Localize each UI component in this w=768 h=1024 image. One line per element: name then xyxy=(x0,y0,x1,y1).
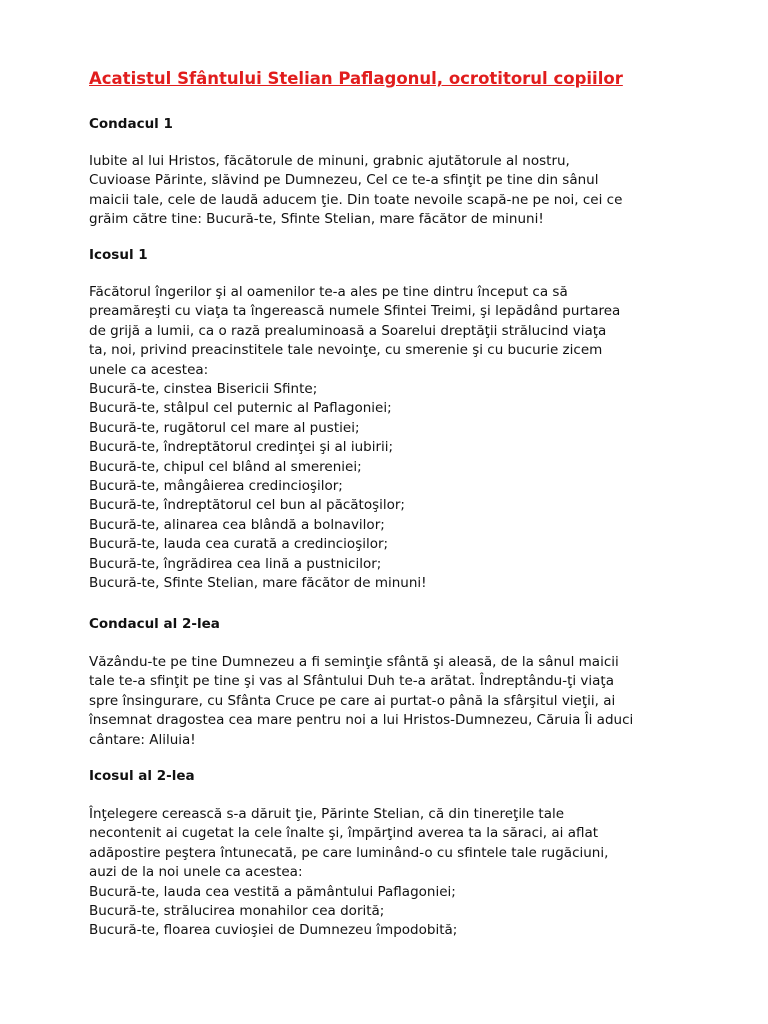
text-line: Bucură-te, lauda cea vestită a pământului Paflagoniei; xyxy=(89,883,456,900)
text-line: maicii tale, cele de laudă aducem ţie. Din toate nevoile scapă-ne pe noi, cei ce xyxy=(89,191,623,208)
document-title: Acatistul Sfântului Stelian Paflagonul, ocrotitorul copiilor xyxy=(89,69,623,88)
text-line: de grijă a lumii, ca o rază prealuminoasă a Soarelui dreptăţii strălucind viaţa xyxy=(89,322,607,339)
text-line: Înţelegere cerească s-a dăruit ţie, Părinte Stelian, că din tinereţile tale xyxy=(89,806,565,822)
text-line: Iubite al lui Hristos, făcătorule de minuni, grabnic ajutătorule al nostru, xyxy=(89,153,570,169)
text-line: Bucură-te, Sfinte Stelian, mare făcător de minuni! xyxy=(89,575,427,592)
text-line: Bucură-te, îngrădirea cea lină a pustnicilor; xyxy=(89,555,382,572)
text-line: Făcătorul îngerilor şi al oamenilor te-a ales pe tine dintru început ca să xyxy=(89,284,568,300)
text-line: unele ca acestea: xyxy=(89,361,209,378)
text-line: însemnat dragostea cea mare pentru noi a lui Hristos-Dumnezeu, Căruia Îi aduci xyxy=(89,712,634,729)
text-line: grăim către tine: Bucură-te, Sfinte Stelian, mare făcător de minuni! xyxy=(89,211,544,228)
text-line: tale te-a sfinţit pe tine şi vas al Sfântului Duh te-a arătat. Îndreptându-ţi viaţa xyxy=(89,673,614,690)
section-text-icosul-2 xyxy=(89,805,608,941)
text-line: Bucură-te, chipul cel blând al smereniei; xyxy=(89,458,362,475)
text-line: ta, noi, privind preacinstitele tale nevoinţe, cu smerenie şi cu bucurie zicem xyxy=(89,342,603,359)
section-heading-condacul-2: Condacul al 2-lea xyxy=(89,616,220,632)
text-line: auzi de la noi unele ca acestea: xyxy=(89,864,303,881)
section-text-condacul-2 xyxy=(89,653,633,750)
text-line: Bucură-te, mângâierea credincioşilor; xyxy=(89,478,343,495)
text-line: Bucură-te, cinstea Bisericii Sfinte; xyxy=(89,381,318,398)
text-line: Bucură-te, îndreptătorul credinţei şi al iubirii; xyxy=(89,439,394,456)
text-line: Bucură-te, rugătorul cel mare al pustiei; xyxy=(89,419,360,436)
text-line: Bucură-te, îndreptătorul cel bun al păcătoşilor; xyxy=(89,497,405,514)
section-text-icosul-1 xyxy=(89,283,620,594)
section-text-condacul-1 xyxy=(89,152,622,230)
section-heading-condacul-1: Condacul 1 xyxy=(89,116,173,132)
document-page xyxy=(89,66,749,939)
text-line: Bucură-te, floarea cuvioşiei de Dumnezeu împodobită; xyxy=(89,922,458,939)
section-heading-icosul-1: Icosul 1 xyxy=(89,247,148,263)
text-line: necontenit ai cugetat la cele înalte şi, împărţind averea ta la săraci, ai aflat xyxy=(89,825,599,842)
text-line: preamăreşti cu viaţa ta îngerească numele Sfintei Treimi, şi lepădând purtarea xyxy=(89,303,621,320)
text-line: Bucură-te, stâlpul cel puternic al Paflagoniei; xyxy=(89,400,392,417)
text-line: adăpostire peştera întunecată, pe care luminând-o cu sfintele tale rugăciuni, xyxy=(89,844,609,861)
text-line: Bucură-te, strălucirea monahilor cea dorită; xyxy=(89,903,385,920)
text-line: Bucură-te, alinarea cea blândă a bolnavilor; xyxy=(89,516,385,533)
section-heading-icosul-2: Icosul al 2-lea xyxy=(89,768,195,784)
text-line: Bucură-te, lauda cea curată a credincioşilor; xyxy=(89,536,389,553)
text-line: spre însingurare, cu Sfânta Cruce pe care ai purtat-o până la sfârşitul vieţii, ai xyxy=(89,692,616,709)
text-line: Văzându-te pe tine Dumnezeu a fi seminţie sfântă şi aleasă, de la sânul maicii xyxy=(89,654,619,670)
text-line: Cuvioase Părinte, slăvind pe Dumnezeu, Cel ce te-a sfinţit pe tine din sânul xyxy=(89,172,599,189)
text-line: cântare: Aliluia! xyxy=(89,731,196,748)
